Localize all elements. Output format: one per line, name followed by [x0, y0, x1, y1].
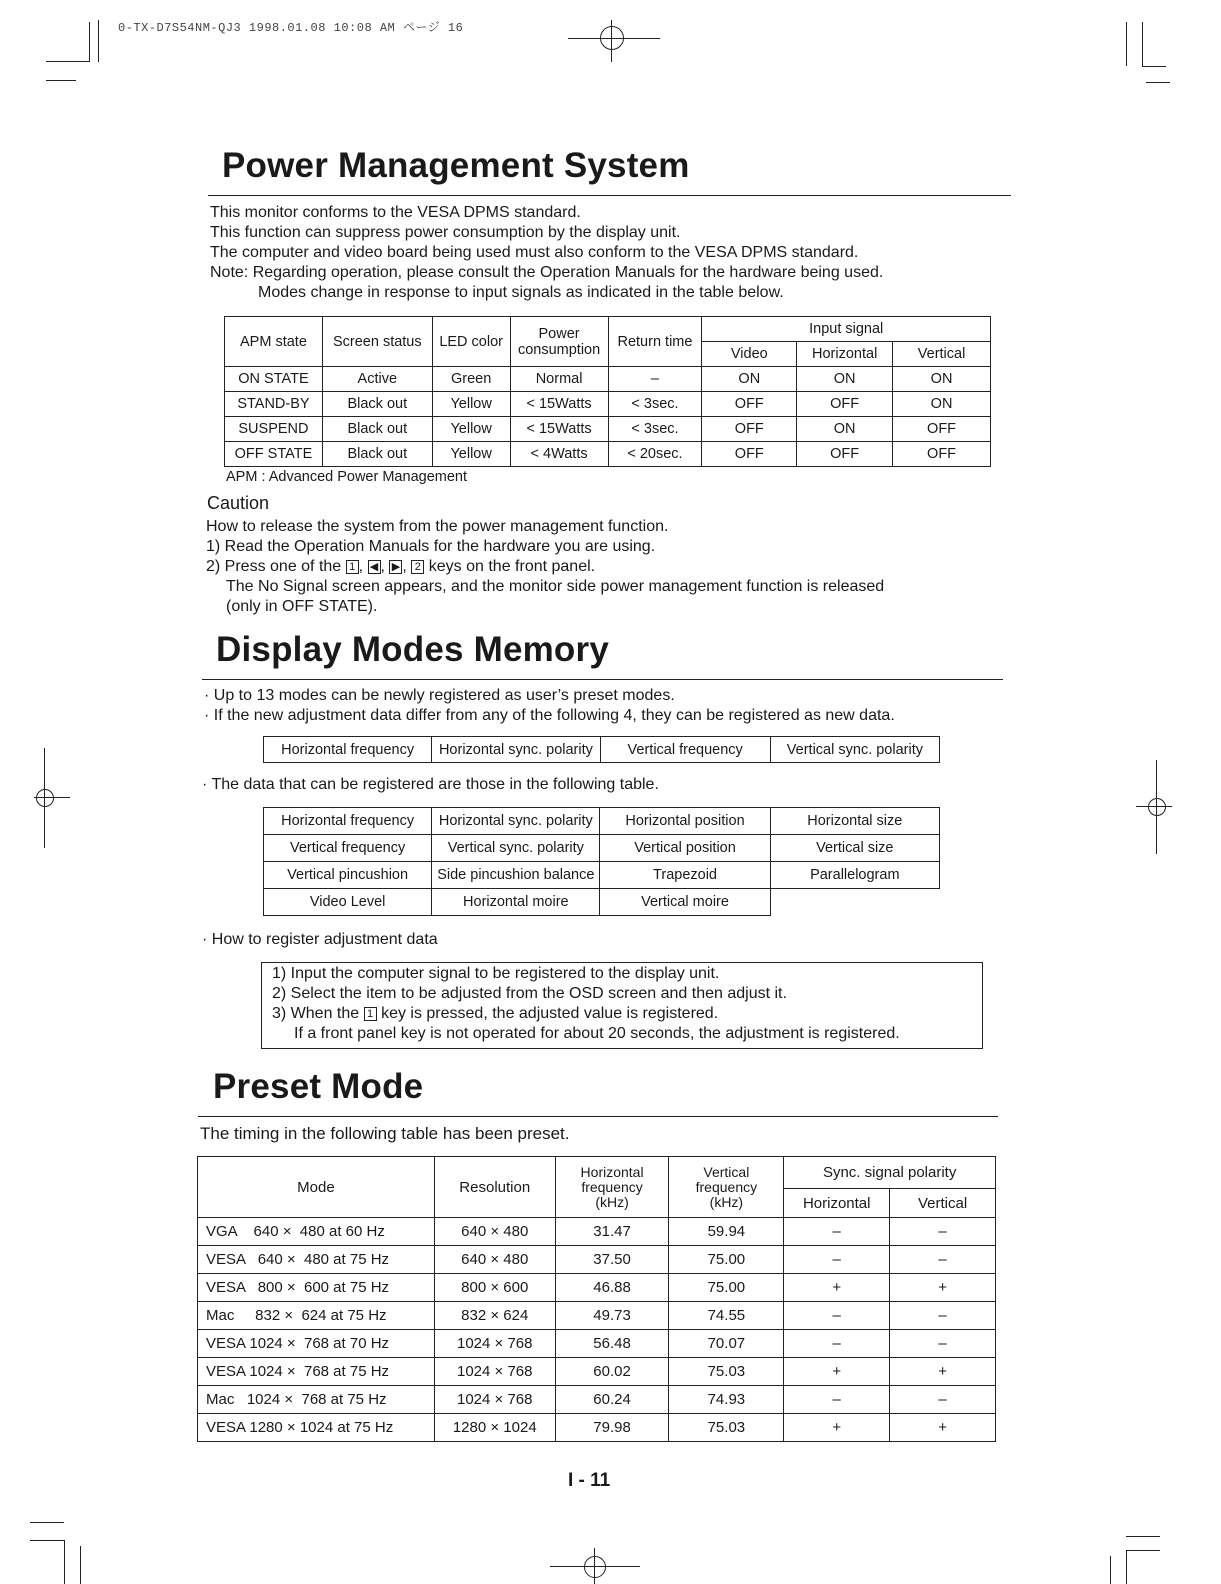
caution-heading: Caution: [207, 493, 270, 513]
cell: Yellow: [432, 392, 510, 417]
intro-line: Modes change in response to input signals as indicated in the table below.: [258, 284, 784, 301]
intro-line: Note: Regarding operation, please consult the Operation Manuals for the hardware being used.: [210, 264, 884, 281]
cell: 75.00: [669, 1274, 784, 1302]
header-video: Video: [702, 342, 797, 367]
cell: < 15Watts: [510, 392, 608, 417]
left-arrow-key-icon: ◀: [368, 560, 381, 574]
cell: 46.88: [555, 1274, 669, 1302]
apm-state-table: [224, 316, 991, 467]
cell: 75.03: [669, 1414, 784, 1442]
bullet: · The data that can be registered are those in the following table.: [202, 776, 659, 793]
cell: ON: [797, 417, 893, 442]
caution-text: [206, 517, 884, 617]
cell: VESA 1024 × 768 at 75 Hz: [198, 1358, 435, 1386]
caution-step-2: 2) Press one of the 1 , ◀ , ▶ , 2 keys on the front panel.: [206, 558, 596, 575]
table-row: [198, 1414, 996, 1442]
bullet: · If the new adjustment data differ from any of the following 4, they can be registered as new data.: [204, 707, 895, 724]
section-title-preset-mode: Preset Mode: [213, 1067, 424, 1106]
cell: 70.07: [669, 1330, 784, 1358]
cell: < 15Watts: [510, 417, 608, 442]
cell: +: [784, 1414, 890, 1442]
cell: Green: [432, 367, 510, 392]
cell: Vertical frequency: [264, 835, 432, 862]
cell: 800 × 600: [434, 1274, 555, 1302]
register-steps-box: [261, 962, 983, 1049]
cell: –: [890, 1386, 996, 1414]
empty-cell: [770, 889, 939, 916]
section-rule: [202, 679, 1003, 680]
cell: Vertical sync. polarity: [770, 737, 939, 763]
header-text: frequency: [695, 1178, 758, 1195]
register-step: [272, 1004, 982, 1024]
cell: 49.73: [555, 1302, 669, 1330]
cell: Horizontal moire: [432, 889, 600, 916]
intro-line: This function can suppress power consumption by the display unit.: [210, 224, 681, 241]
cell: OFF: [797, 392, 893, 417]
header-power-consumption: Power consumption: [510, 317, 608, 367]
pms-intro: [210, 203, 883, 303]
step-text: 3) When the: [272, 1005, 360, 1022]
register-step: 2) Select the item to be adjusted from the OSD screen and then adjust it.: [272, 985, 787, 1002]
cell: Black out: [322, 392, 432, 417]
cell: Black out: [322, 417, 432, 442]
section-rule: [208, 195, 1011, 196]
cell: 31.47: [555, 1218, 669, 1246]
caution-line: The No Signal screen appears, and the monitor side power management function is released: [226, 578, 885, 595]
header-apm-state: APM state: [225, 317, 323, 367]
cell: 60.24: [555, 1386, 669, 1414]
intro-line: The computer and video board being used must also conform to the VESA DPMS standard.: [210, 244, 859, 261]
cell: –: [890, 1302, 996, 1330]
cell: 74.93: [669, 1386, 784, 1414]
cell: –: [784, 1302, 890, 1330]
table-row: [264, 808, 940, 835]
cell: Vertical size: [770, 835, 939, 862]
table-row: [225, 417, 991, 442]
cell: VESA 640 × 480 at 75 Hz: [198, 1246, 435, 1274]
preset-mode-table: [197, 1156, 996, 1442]
header-input-signal: Input signal: [702, 317, 991, 342]
preset-intro: The timing in the following table has been preset.: [200, 1124, 570, 1143]
cell: –: [784, 1218, 890, 1246]
cell: 1024 × 768: [434, 1330, 555, 1358]
table-row: [198, 1358, 996, 1386]
cell: Active: [322, 367, 432, 392]
cell: STAND-BY: [225, 392, 323, 417]
dmm-bullets: [204, 686, 895, 726]
table-row: [264, 862, 940, 889]
cell: Mac 832 × 624 at 75 Hz: [198, 1302, 435, 1330]
table-row: [225, 367, 991, 392]
cell: OFF: [893, 442, 991, 467]
cell: 1024 × 768: [434, 1386, 555, 1414]
section-title-display-modes-memory: Display Modes Memory: [216, 630, 609, 669]
cell: Horizontal sync. polarity: [432, 808, 600, 835]
cell: ON STATE: [225, 367, 323, 392]
header-resolution: Resolution: [434, 1157, 555, 1218]
cell: 1024 × 768: [434, 1358, 555, 1386]
cell: OFF: [797, 442, 893, 467]
cell: 74.55: [669, 1302, 784, 1330]
step-2-text: keys on the front panel.: [428, 558, 596, 575]
cell: +: [890, 1414, 996, 1442]
apm-footnote: APM : Advanced Power Management: [226, 469, 467, 485]
header-mode: Mode: [198, 1157, 435, 1218]
header-sync-vertical: Vertical: [890, 1189, 996, 1218]
section-rule: [198, 1116, 998, 1117]
bullet: · How to register adjustment data: [202, 931, 438, 948]
table-row: [198, 1302, 996, 1330]
cell: VGA 640 × 480 at 60 Hz: [198, 1218, 435, 1246]
table-row: [264, 889, 940, 916]
header-text: Vertical: [703, 1163, 750, 1180]
table-row: [198, 1274, 996, 1302]
cell: < 4Watts: [510, 442, 608, 467]
cell: Normal: [510, 367, 608, 392]
right-arrow-key-icon: ▶: [389, 560, 402, 574]
cell: VESA 1280 × 1024 at 75 Hz: [198, 1414, 435, 1442]
header-vertical-frequency: [669, 1157, 784, 1218]
cell: Horizontal frequency: [264, 737, 432, 763]
section-title-power-management: Power Management System: [222, 146, 690, 185]
bullet: · Up to 13 modes can be newly registered as user’s preset modes.: [204, 687, 675, 704]
cell: 640 × 480: [434, 1218, 555, 1246]
key-2-icon: 2: [411, 560, 424, 574]
table-row: [225, 442, 991, 467]
cell: VESA 800 × 600 at 75 Hz: [198, 1274, 435, 1302]
cell: +: [890, 1358, 996, 1386]
cell: –: [890, 1330, 996, 1358]
header-screen-status: Screen status: [322, 317, 432, 367]
cell: OFF: [702, 392, 797, 417]
cell: < 20sec.: [608, 442, 702, 467]
header-return-time: Return time: [608, 317, 702, 367]
header-text: frequency: [581, 1178, 643, 1195]
cell: Vertical pincushion: [264, 862, 432, 889]
cell: Side pincushion balance: [432, 862, 600, 889]
cell: Trapezoid: [600, 862, 770, 889]
register-step: If a front panel key is not operated for about 20 seconds, the adjustment is registered.: [294, 1025, 900, 1042]
cell: Vertical sync. polarity: [432, 835, 600, 862]
print-header: 0-TX-D7S54NM-QJ3 1998.01.08 10:08 AM ページ 16: [118, 21, 464, 35]
cell: Vertical frequency: [600, 737, 770, 763]
cell: ON: [702, 367, 797, 392]
header-text: Horizontal: [580, 1163, 644, 1180]
cell: ON: [797, 367, 893, 392]
cell: 79.98: [555, 1414, 669, 1442]
table-row: [198, 1330, 996, 1358]
cell: +: [784, 1358, 890, 1386]
cell: OFF: [893, 417, 991, 442]
header-sync-horizontal: Horizontal: [784, 1189, 890, 1218]
cell: –: [784, 1330, 890, 1358]
cell: –: [784, 1386, 890, 1414]
cell: Horizontal frequency: [264, 808, 432, 835]
cell: –: [890, 1218, 996, 1246]
cell: Horizontal size: [770, 808, 939, 835]
cell: Yellow: [432, 417, 510, 442]
cell: 75.00: [669, 1246, 784, 1274]
cell: ON: [893, 367, 991, 392]
cell: < 3sec.: [608, 417, 702, 442]
table-row: [198, 1246, 996, 1274]
key-1-icon: 1: [346, 560, 359, 574]
cell: SUSPEND: [225, 417, 323, 442]
register-step: 1) Input the computer signal to be registered to the display unit.: [272, 965, 720, 982]
table-row: [225, 392, 991, 417]
cell: +: [784, 1274, 890, 1302]
cell: 59.94: [669, 1218, 784, 1246]
header-horizontal-frequency: [555, 1157, 669, 1218]
header-text: (kHz): [709, 1193, 744, 1210]
cell: Black out: [322, 442, 432, 467]
cell: VESA 1024 × 768 at 70 Hz: [198, 1330, 435, 1358]
cell: OFF: [702, 417, 797, 442]
cell: 640 × 480: [434, 1246, 555, 1274]
cell: 60.02: [555, 1358, 669, 1386]
cell: < 3sec.: [608, 392, 702, 417]
cell: 56.48: [555, 1330, 669, 1358]
table-row: [198, 1218, 996, 1246]
cell: 37.50: [555, 1246, 669, 1274]
header-led-color: LED color: [432, 317, 510, 367]
cell: –: [608, 367, 702, 392]
table-row: [198, 1386, 996, 1414]
header-sync-polarity: Sync. signal polarity: [784, 1157, 996, 1189]
cell: Mac 1024 × 768 at 75 Hz: [198, 1386, 435, 1414]
caution-line: (only in OFF STATE).: [226, 598, 378, 615]
step-2-text: 2) Press one of the: [206, 558, 342, 575]
caution-step-1: 1) Read the Operation Manuals for the hardware you are using.: [206, 538, 656, 555]
four-items-table: [263, 736, 940, 763]
cell: Vertical position: [600, 835, 770, 862]
page-number: I - 11: [568, 1470, 611, 1491]
cell: 832 × 624: [434, 1302, 555, 1330]
cell: Video Level: [264, 889, 432, 916]
cell: 1280 × 1024: [434, 1414, 555, 1442]
intro-line: This monitor conforms to the VESA DPMS standard.: [210, 204, 581, 221]
cell: –: [784, 1246, 890, 1274]
cell: Vertical moire: [600, 889, 770, 916]
header-horizontal: Horizontal: [797, 342, 893, 367]
header-text: (kHz): [595, 1193, 629, 1210]
cell: OFF: [702, 442, 797, 467]
cell: ON: [893, 392, 991, 417]
key-1-icon: 1: [364, 1007, 377, 1021]
step-text: key is pressed, the adjusted value is registered.: [381, 1005, 719, 1022]
cell: OFF STATE: [225, 442, 323, 467]
caution-line: How to release the system from the power management function.: [206, 518, 669, 535]
header-vertical: Vertical: [893, 342, 991, 367]
cell: Yellow: [432, 442, 510, 467]
cell: Parallelogram: [770, 862, 939, 889]
cell: +: [890, 1274, 996, 1302]
registerable-data-table: [263, 807, 940, 916]
cell: 75.03: [669, 1358, 784, 1386]
table-row: [264, 835, 940, 862]
cell: Horizontal position: [600, 808, 770, 835]
cell: –: [890, 1246, 996, 1274]
cell: Horizontal sync. polarity: [432, 737, 600, 763]
